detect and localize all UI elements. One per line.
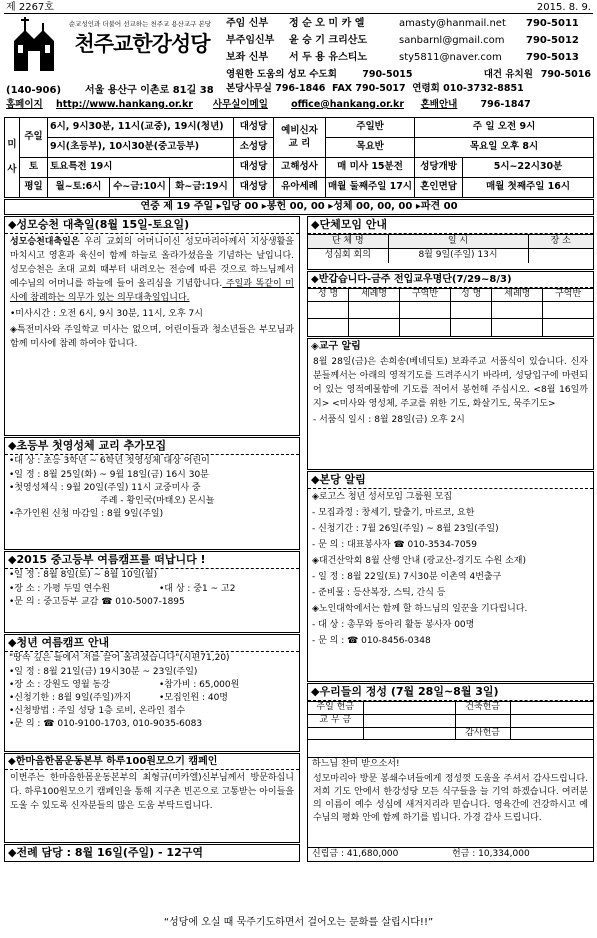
groups-table: 단 체 명 일 시 장 소 성심회 회의 8월 9일(주일) 13시 [308, 234, 593, 263]
contact-row: 보좌 신부 서 두 용 유스티노 sty5811@naver.com 790-5013 [226, 49, 591, 66]
liturgy-stats: 연중 제 19 주일 ▸입당 00 ▸봉헌 00, 00 ▸성체 00, 00, 00 ▸파견 00 [4, 199, 594, 215]
issue-date: 2015. 8. 9. [536, 2, 591, 13]
email-link[interactable]: sanbarnl@gmail.com [399, 35, 505, 46]
newcomers-table: 성 명 세례명 구역반 성 명 세례명 구역반 [308, 288, 593, 336]
youth-camp-section: ◆2015 중고등부 여름캠프를 떠납니다 ! •일 정 : 8월 8일(토) ~ 8월 10일(월) •장 소 : 가평 두밀 연수원 •대 상 : 중1 ~ 고2 •문 의 : 중고등부 교감 ☎ 010-5007-1895 [4, 551, 300, 633]
section-title: ◆성모승천 대축일(8월 15일-토요일) [5, 217, 299, 234]
section-title: ◆한마음한몸운동본부 하루100원모으기 캠페인 [5, 754, 299, 770]
offering-table: 주일 헌금 건축헌금 교 무 금 감사헌금 [308, 701, 593, 740]
masthead-subtitle: 순교성인과 더불어 선교하는 천주교 용산교구 본당 [68, 20, 212, 28]
offering-section: ◆우리들의 정성 (7월 28일~8월 3일) 주일 헌금 건축헌금 교 무 금 감사헌금 하느님 찬미 받으소서! 성모마리아 방문 봉쇄수녀들에게 정성껏 도움을 주셔서 감사드립니다. 저희 기도 안에서 한강성당 모든 식구들을 늘 기억 하겠습니다. 여러분의 이름이 예수 성심에 새겨지리라 믿습니다. 영육간에 건강하시고 예수님의 평화 안에 함께 하기를 빕니다. 가경 감사 드립니다. 신립금 : 41,680,000 헌금 : 10,334,000 [307, 683, 594, 862]
contact-list: 주임 신부 정 순 오 미 카 엘 amasty@hanmail.net 790-5011 부주임신부 윤 승 기 크리산도 sanbarnl@gmail.com 790-5012 보좌 신부 서 두 용 유스티노 sty5811@naver.com 790-5013 영원한 도움의 성모 수도회 790-5015 대건 유치원 790-5016 [226, 15, 591, 83]
section-title: ◈교구 알림 [311, 341, 361, 352]
postal-code: (140-906) [6, 85, 62, 96]
section-title: ◆반갑습니다-금주 전입교우명단(7/29~8/3) [308, 272, 593, 288]
issue-number: 제 2267호 [6, 2, 54, 13]
campaign-section: ◆한마음한몸운동본부 하루100원모으기 캠페인 이번주는 한마음한몸운동본부의 최형규(미카엘)신부님께서 방문하십니다. 하루100원모으기 캠페인을 통해 지구촌 빈곤으로 고통받는 아이들을 도울 수 있도록 신자분들의 많은 도움 부탁드립니다. [4, 753, 300, 843]
church-logo [8, 17, 60, 73]
section-title: ◆청년 여름캠프 안내 [5, 635, 299, 652]
section-title: ◆초등부 첫영성체 교리 추가모집 [5, 438, 299, 455]
web-row: 홈페이지 http://www.hankang.or.kr 사무실이메일 office@hankang.or.kr 혼배안내 796-1847 [6, 99, 531, 110]
section-title: ◆2015 중고등부 여름캠프를 떠납니다 ! [5, 552, 299, 569]
church-name: 천주교한강성당 [74, 31, 210, 56]
assumption-section: ◆성모승천 대축일(8월 15일-토요일) 성모승천대축일은 우리 교회의 어머니이신 성모마리아께서 지상생활을 마치시고 영혼과 육신이 함께 하늘로 올라가셨음을 기념하는 날입니다. 성모승천은 초대 교회 때부터 내려오는 전승에 따른 것으로 하느님께서 예수님의 어머니를 하늘에 들어 올리심을 기념합니다. 주일과 똑같이 미사에 참례하는 의무가 있는 의무대축일입니다. •미사시간 : 오전 6시, 9시 30분, 11시, 오후 7시 ◈특전미사와 주일학교 미사는 없으며, 어린이들과 청소년들은 부모님과 함께 미사에 참례 하여야 합니다. [4, 216, 300, 436]
section-title: ◆본당 알림 [308, 472, 593, 489]
footer-slogan: “성당에 오실 때 묵주기도하면서 걸어오는 문화를 살립시다!!” [163, 917, 434, 928]
mass-schedule-table: 미 사 주일 6시, 9시30분, 11시(교중), 19시(청년) 대성당 예비신자 교 리 주일반 주 일 오전 9시 9시(초등부), 10시30분(중고등부) 소성당 목요반 목요일 오후 8시 토 토요특전 19시 대성당 고해성사 매 미사 15분전 성당개방 5시~22시30분 평일 월~토:6시 수~금:10시 화~금:19시 대성당 유아세례 매월 둘째주일 17시 혼인면담 매월 첫째주일 16시 [4, 117, 594, 198]
church-address: 서울 용산구 이촌로 81길 38 [85, 85, 214, 96]
communion-section: ◆초등부 첫영성체 교리 추가모집 •대 상 : 초등 3학년 ~ 6학년 첫영성체 대상 어린이 •일 정 : 8월 25일(화) ~ 9월 18일(금) 16시 30분 •첫영성체식 : 9월 20일(주일) 11시 교중미사 중 주례 - 황인국(마태오) 몬시뇰 •추가인원 신청 마감일 : 8월 9일(주일) [4, 437, 300, 550]
diocese-notice-section: ◈교구 알림 8월 28일(금)은 손희송(베네딕토) 보좌주교 서품식이 있습니다. 신자분들께서는 아래의 영적기도를 드려주시기 바라며, 성당입구에 마련되어 있는 영적예물함에 기도를 적어서 봉헌해 주십시오. <8월 16일까지> <미사와 영성체, 주교를 위한 기도, 화살기도, 묵주기도> - 서품식 일시 : 8월 28일(금) 오후 2시 [307, 338, 594, 470]
homepage-link[interactable]: http://www.hankang.or.kr [55, 99, 193, 110]
section-title: ◆단체모임 안내 [308, 217, 593, 234]
liturgy-duty: ◆전례 담당 : 8월 16일(주일) - 12구역 [4, 844, 300, 862]
email-link[interactable]: amasty@hanmail.net [399, 18, 506, 29]
groups-section [307, 216, 594, 270]
office-email-link[interactable]: office@hankang.or.kr [291, 99, 405, 110]
email-link[interactable]: sty5811@naver.com [399, 52, 502, 63]
parish-notice-section: ◆본당 알림 ◈로고스 청년 성서모임 그룹원 모집 - 모집과정 : 창세기, 탈출기, 마르코, 요한 - 신청기간 : 7월 26일(주일) ~ 8월 23일(주일) - 문 의 : 대표봉사자 ☎ 010-3534-7059 ◈대건산악회 8월 산행 안내 (광교산-경기도 수원 소재) - 일 정 : 8월 22일(토) 7시30분 이촌역 4번출구 - 준비물 : 등산복장, 스틱, 간식 등 ◈노인대학에서는 함께 할 하느님의 일꾼을 기다립니다. - 대 상 : 총무와 동아리 활동 봉사자 00명 - 문 의 : ☎ 010-8456-0348 [307, 471, 594, 682]
young-adult-camp-section: ◆청년 여름캠프 안내 "땅속 깊은 들에서 저를 끌어 올리셨습니다"(시편71,20) •일 정 : 8월 21일(금) 19시30분 ~ 23일(주일) •장 소 : 강원도 영월 동강 •참가비 : 65,000원 •신청기한 : 8월 9일(주일)까지 •모집인원 : 40명 •신청방법 : 주일 성당 1층 로비, 온라인 접수 •문 의 : ☎ 010-9100-1703, 010-9035-6083 [4, 634, 300, 752]
contact-row: 주임 신부 정 순 오 미 카 엘 amasty@hanmail.net 790-5011 [226, 15, 591, 32]
newcomers-section [307, 271, 594, 337]
section-title: ◆우리들의 정성 (7월 28일~8월 3일) [308, 684, 593, 701]
office-row: 본당사무실 796-1846 FAX 790-5017 연령회 010-3732-8851 [226, 83, 524, 94]
contact-row: 부주임신부 윤 승 기 크리산도 sanbarnl@gmail.com 790-5012 [226, 32, 591, 49]
